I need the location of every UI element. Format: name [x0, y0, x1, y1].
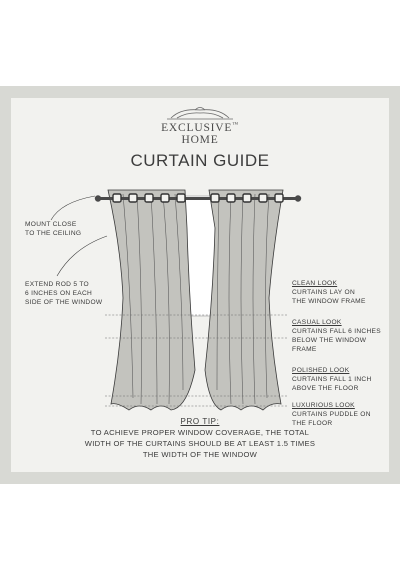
look-clean: CLEAN LOOK CURTAINS LAY ON THE WINDOW FRAME [292, 280, 366, 305]
guide-card [11, 98, 389, 472]
pro-tip-title: PRO TIP: [180, 417, 220, 426]
look-luxurious: LUXURIOUS LOOK CURTAINS PUDDLE ON THE FLOOR [292, 402, 371, 427]
note-extend-rod: EXTEND ROD 5 TO 6 INCHES ON EACH SIDE OF THE WINDOW [25, 281, 103, 306]
brand-subname: HOME [181, 134, 219, 146]
look-polished: POLISHED LOOK CURTAINS FALL 1 INCH ABOVE THE FLOOR [292, 367, 372, 392]
pro-tip-line: TO ACHIEVE PROPER WINDOW COVERAGE, THE TOTAL [90, 428, 310, 437]
note-mount-close: MOUNT CLOSE TO THE CEILING [25, 221, 82, 237]
look-casual: CASUAL LOOK CURTAINS FALL 6 INCHES BELOW THE WINDOW FRAME [292, 319, 381, 353]
pro-tip-line: WIDTH OF THE CURTAINS SHOULD BE AT LEAST 1.5 TIMES [84, 439, 316, 448]
right-curtain [205, 190, 283, 410]
left-curtain [108, 190, 195, 410]
brand-name: EXCLUSIVE™ [161, 122, 239, 134]
pro-tip [11, 416, 389, 460]
guide-title: CURTAIN GUIDE [130, 151, 270, 170]
image-frame [0, 86, 400, 484]
pro-tip-line: THE WIDTH OF THE WINDOW [142, 450, 258, 459]
